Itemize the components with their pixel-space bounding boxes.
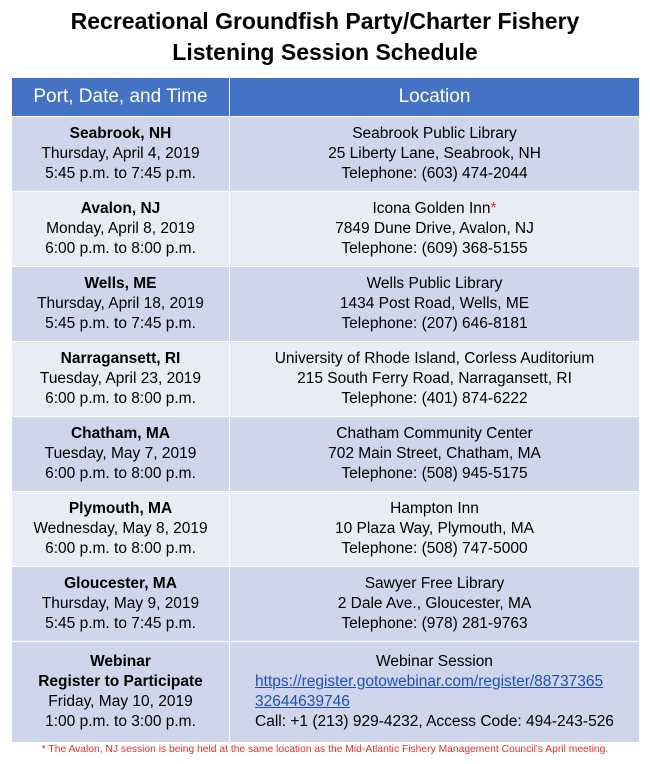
- port-cell: [12, 192, 230, 267]
- session-time: 6:00 p.m. to 8:00 p.m.: [45, 465, 196, 482]
- venue-name: Wells Public Library: [366, 275, 503, 292]
- column-header-port: Port, Date, and Time: [12, 78, 230, 117]
- venue-address: 1434 Post Road, Wells, ME: [339, 295, 530, 312]
- page-title: [0, 6, 650, 68]
- venue-address: 25 Liberty Lane, Seabrook, NH: [328, 145, 541, 162]
- webinar-link-line-2[interactable]: 32644639746: [255, 693, 350, 710]
- port-cell: [12, 342, 230, 417]
- session-date: Tuesday, April 23, 2019: [39, 370, 202, 387]
- table-row: [12, 117, 640, 192]
- venue-line: [230, 574, 639, 594]
- table-row-webinar: [12, 642, 640, 743]
- session-date: Friday, May 10, 2019: [48, 693, 193, 710]
- location-cell: [230, 192, 640, 267]
- port-name: Webinar: [90, 653, 151, 670]
- port-name: Wells, ME: [84, 275, 157, 292]
- location-cell: [230, 417, 640, 492]
- venue-name: University of Rhode Island, Corless Auditorium: [274, 350, 595, 367]
- location-cell: [230, 342, 640, 417]
- session-date: Monday, April 8, 2019: [46, 220, 195, 237]
- session-time: 6:00 p.m. to 8:00 p.m.: [45, 390, 196, 407]
- venue-address: 7849 Dune Drive, Avalon, NJ: [335, 220, 534, 237]
- port-cell: [12, 642, 230, 743]
- venue-name: Seabrook Public Library: [352, 125, 517, 142]
- footnote: * The Avalon, NJ session is being held at the same location as the Mid-Atlantic Fishery Management Council's April meeting.: [41, 744, 609, 755]
- location-cell: [230, 492, 640, 567]
- table-row: [12, 567, 640, 642]
- call-info: Call: +1 (213) 929-4232, Access Code: 494-243-526: [255, 713, 614, 730]
- location-cell: [230, 117, 640, 192]
- location-cell: [230, 267, 640, 342]
- port-name: Gloucester, MA: [64, 575, 177, 592]
- venue-address: 2 Dale Ave., Gloucester, MA: [337, 595, 532, 612]
- title-line-2: Listening Session Schedule: [172, 39, 478, 65]
- venue-phone: Telephone: (978) 281-9763: [341, 615, 528, 632]
- session-time: 5:45 p.m. to 7:45 p.m.: [45, 165, 196, 182]
- venue-name: Webinar Session: [376, 653, 493, 670]
- venue-footnote-mark: *: [490, 200, 497, 217]
- column-header-location: Location: [230, 78, 640, 117]
- session-date: Thursday, April 18, 2019: [37, 295, 204, 312]
- venue-name: Icona Golden Inn: [372, 200, 491, 217]
- venue-address: 215 South Ferry Road, Narragansett, RI: [297, 370, 572, 387]
- venue-address: 702 Main Street, Chatham, MA: [328, 445, 541, 462]
- venue-phone: Telephone: (603) 474-2044: [341, 165, 528, 182]
- register-label: Register to Participate: [38, 673, 203, 690]
- session-time: 1:00 p.m. to 3:00 p.m.: [45, 713, 196, 730]
- venue-name: Hampton Inn: [390, 500, 479, 517]
- venue-line: [230, 199, 639, 219]
- venue-name: Sawyer Free Library: [364, 575, 505, 592]
- port-name: Chatham, MA: [70, 425, 171, 442]
- title-line-1: Recreational Groundfish Party/Charter Fishery: [70, 8, 580, 34]
- session-date: Wednesday, May 8, 2019: [33, 520, 208, 537]
- port-name: Avalon, NJ: [80, 200, 161, 217]
- port-cell: [12, 117, 230, 192]
- session-time: 5:45 p.m. to 7:45 p.m.: [45, 615, 196, 632]
- webinar-link-line-1[interactable]: https://register.gotowebinar.com/register/88737365: [255, 673, 604, 690]
- port-name: Seabrook, NH: [69, 125, 172, 142]
- table-row: [12, 267, 640, 342]
- table-row: [12, 192, 640, 267]
- table-header-row: [12, 78, 640, 117]
- port-cell: [12, 267, 230, 342]
- session-time: 6:00 p.m. to 8:00 p.m.: [45, 240, 196, 257]
- venue-line: [230, 349, 639, 369]
- venue-address: 10 Plaza Way, Plymouth, MA: [335, 520, 534, 537]
- venue-line: [230, 274, 639, 294]
- venue-phone: Telephone: (609) 368-5155: [341, 240, 528, 257]
- venue-phone: Telephone: (508) 747-5000: [341, 540, 528, 557]
- venue-line: [230, 124, 639, 144]
- table-row: [12, 492, 640, 567]
- venue-phone: Telephone: (207) 646-8181: [341, 315, 528, 332]
- table-row: [12, 417, 640, 492]
- session-time: 6:00 p.m. to 8:00 p.m.: [45, 540, 196, 557]
- session-date: Tuesday, May 7, 2019: [44, 445, 197, 462]
- port-name: Narragansett, RI: [60, 350, 181, 367]
- port-name: Plymouth, MA: [68, 500, 173, 517]
- venue-phone: Telephone: (508) 945-5175: [341, 465, 528, 482]
- venue-line: [230, 499, 639, 519]
- schedule-table: [11, 77, 640, 743]
- table-row: [12, 342, 640, 417]
- port-cell: [12, 492, 230, 567]
- location-cell: [230, 567, 640, 642]
- port-cell: [12, 567, 230, 642]
- webinar-link[interactable]: [255, 672, 614, 712]
- port-cell: [12, 417, 230, 492]
- venue-line: [230, 424, 639, 444]
- session-date: Thursday, April 4, 2019: [41, 145, 200, 162]
- venue-name: Chatham Community Center: [336, 425, 533, 442]
- session-time: 5:45 p.m. to 7:45 p.m.: [45, 315, 196, 332]
- venue-phone: Telephone: (401) 874-6222: [341, 390, 528, 407]
- session-date: Thursday, May 9, 2019: [41, 595, 200, 612]
- location-cell: [230, 642, 640, 743]
